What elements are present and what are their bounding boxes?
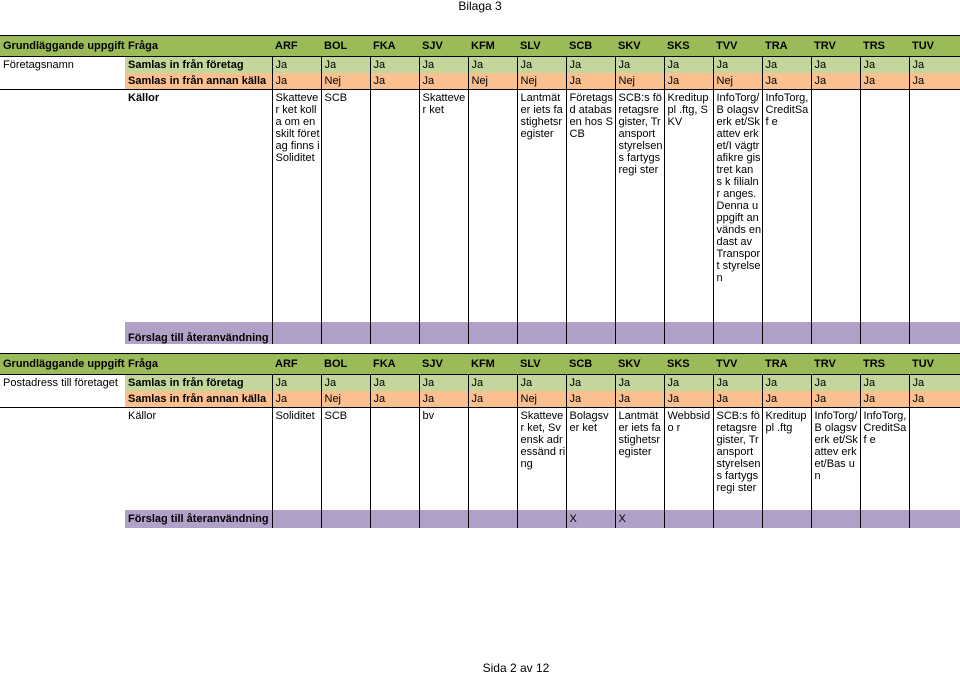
value-cell: Ja — [321, 375, 370, 392]
source-cell: Soliditet — [272, 408, 321, 510]
source-cell — [468, 408, 517, 510]
col-header: TRS — [860, 36, 909, 57]
value-cell: Ja — [272, 73, 321, 90]
value-cell: Ja — [370, 375, 419, 392]
reuse-cell — [517, 510, 566, 528]
value-cell: Nej — [517, 73, 566, 90]
reuse-cell — [419, 510, 468, 528]
col-header: TVV — [713, 36, 762, 57]
source-cell: Bolagsver ket — [566, 408, 615, 510]
col-header: FKA — [370, 354, 419, 375]
value-cell: Ja — [517, 375, 566, 392]
reuse-cell — [664, 322, 713, 344]
reuse-cell: X — [615, 510, 664, 528]
reuse-cell — [664, 510, 713, 528]
row-other-source — [0, 391, 960, 408]
value-cell: Ja — [615, 375, 664, 392]
field-name: Postadress till företaget — [0, 375, 125, 392]
reuse-cell — [321, 510, 370, 528]
source-cell — [811, 90, 860, 322]
source-cell: InfoTorg/B olagsverk et/Skattev erket/Bas un — [811, 408, 860, 510]
reuse-cell — [811, 510, 860, 528]
value-cell: Ja — [664, 375, 713, 392]
reuse-cell: X — [566, 510, 615, 528]
value-cell: Ja — [566, 391, 615, 408]
value-cell: Ja — [762, 391, 811, 408]
col-header: TRA — [762, 36, 811, 57]
source-cell: SCB — [321, 408, 370, 510]
source-cell: Lantmäter iets fastighetsr egister — [517, 90, 566, 322]
col-header: TUV — [909, 354, 960, 375]
source-cell: Skattever ket, Svensk adressänd ring — [517, 408, 566, 510]
value-cell: Ja — [566, 57, 615, 74]
source-cell — [468, 90, 517, 322]
reuse-cell — [468, 510, 517, 528]
reuse-cell — [272, 510, 321, 528]
reuse-cell — [713, 510, 762, 528]
header-label: Grundläggande uppgift — [0, 354, 125, 375]
reuse-cell — [713, 322, 762, 344]
value-cell: Ja — [762, 73, 811, 90]
reuse-cell — [370, 322, 419, 344]
col-header: KFM — [468, 36, 517, 57]
value-cell: Ja — [860, 73, 909, 90]
reuse-cell — [419, 322, 468, 344]
col-header: TRV — [811, 354, 860, 375]
row-company — [0, 57, 960, 74]
source-cell — [909, 90, 960, 322]
value-cell: Nej — [321, 73, 370, 90]
value-cell: Ja — [419, 391, 468, 408]
row-label: Samlas in från företag — [125, 57, 272, 74]
source-cell: InfoTorg, CreditSaf e — [762, 90, 811, 322]
page-header: Bilaga 3 — [458, 0, 502, 13]
value-cell: Ja — [811, 375, 860, 392]
value-cell: Ja — [860, 391, 909, 408]
reuse-cell — [860, 510, 909, 528]
source-cell: InfoTorg/B olagsverk et/Skattev erket/I vägtrafikre gistret kan s k filialnr anges. Denna uppgift används endast av Transport styrelsen — [713, 90, 762, 322]
header-label: Grundläggande uppgift — [0, 36, 125, 57]
value-cell: Ja — [762, 375, 811, 392]
row-company — [0, 375, 960, 392]
source-cell: Skattever ket — [419, 90, 468, 322]
col-header: SJV — [419, 36, 468, 57]
value-cell: Ja — [713, 57, 762, 74]
value-cell: Nej — [321, 391, 370, 408]
col-header: ARF — [272, 36, 321, 57]
value-cell: Ja — [664, 73, 713, 90]
col-header: FKA — [370, 36, 419, 57]
header-question: Fråga — [125, 36, 272, 57]
source-cell — [370, 408, 419, 510]
value-cell: Nej — [468, 73, 517, 90]
value-cell: Ja — [860, 57, 909, 74]
section1-table — [0, 35, 960, 344]
value-cell: Ja — [468, 57, 517, 74]
page-footer: Sida 2 av 12 — [482, 661, 550, 675]
value-cell: Ja — [370, 73, 419, 90]
section2-header-row — [0, 354, 960, 375]
source-cell: InfoTorg, CreditSaf e — [860, 408, 909, 510]
col-header: SKV — [615, 354, 664, 375]
value-cell: Nej — [517, 391, 566, 408]
value-cell: Ja — [811, 73, 860, 90]
source-cell — [860, 90, 909, 322]
value-cell: Ja — [419, 375, 468, 392]
row-label: Samlas in från företag — [125, 375, 272, 392]
source-cell: Företagsd atabasen hos SCB — [566, 90, 615, 322]
row-other-source — [0, 73, 960, 90]
value-cell: Ja — [419, 73, 468, 90]
value-cell: Ja — [566, 73, 615, 90]
col-header: SJV — [419, 354, 468, 375]
source-cell — [909, 408, 960, 510]
row-label: Förslag till återanvändning — [125, 510, 272, 528]
value-cell: Ja — [370, 57, 419, 74]
row-label: Samlas in från annan källa — [125, 391, 272, 408]
row-sources — [0, 90, 960, 322]
value-cell: Ja — [909, 57, 960, 74]
source-cell: SCB:s företagsre gister, Transport styrelsens fartygsregi ster — [615, 90, 664, 322]
source-cell: SCB:s företagsre gister, Transport styrelsens fartygsregi ster — [713, 408, 762, 510]
row-reuse — [0, 510, 960, 528]
value-cell: Ja — [909, 375, 960, 392]
reuse-cell — [615, 322, 664, 344]
value-cell: Ja — [762, 57, 811, 74]
value-cell: Ja — [664, 391, 713, 408]
value-cell: Ja — [566, 375, 615, 392]
reuse-cell — [909, 322, 960, 344]
row-label: Förslag till återanvändning — [125, 322, 272, 344]
reuse-cell — [517, 322, 566, 344]
col-header: SKS — [664, 36, 713, 57]
value-cell: Ja — [811, 57, 860, 74]
value-cell: Ja — [272, 57, 321, 74]
col-header: KFM — [468, 354, 517, 375]
value-cell: Nej — [615, 73, 664, 90]
col-header: BOL — [321, 354, 370, 375]
value-cell: Ja — [272, 391, 321, 408]
value-cell: Ja — [713, 391, 762, 408]
col-header: SCB — [566, 354, 615, 375]
header-question: Fråga — [125, 354, 272, 375]
reuse-cell — [762, 510, 811, 528]
value-cell: Ja — [909, 73, 960, 90]
field-name: Företagsnamn — [0, 57, 125, 74]
col-header: BOL — [321, 36, 370, 57]
source-cell: Skattever ket kolla om enskilt företag finns i Soliditet — [272, 90, 321, 322]
source-cell: SCB — [321, 90, 370, 322]
source-cell: Kredituppl .ftg, SKV — [664, 90, 713, 322]
value-cell: Ja — [615, 57, 664, 74]
value-cell: Ja — [419, 57, 468, 74]
row-label: Samlas in från annan källa — [125, 73, 272, 90]
col-header: SLV — [517, 36, 566, 57]
value-cell: Ja — [713, 375, 762, 392]
col-header: TRA — [762, 354, 811, 375]
row-label: Källor — [125, 408, 272, 510]
reuse-cell — [566, 322, 615, 344]
source-cell: bv — [419, 408, 468, 510]
col-header: TVV — [713, 354, 762, 375]
value-cell: Nej — [713, 73, 762, 90]
col-header: SLV — [517, 354, 566, 375]
col-header: TUV — [909, 36, 960, 57]
source-cell: Lantmäter iets fastighetsr egister — [615, 408, 664, 510]
source-cell — [370, 90, 419, 322]
reuse-cell — [909, 510, 960, 528]
value-cell: Ja — [321, 57, 370, 74]
row-label: Källor — [125, 90, 272, 322]
reuse-cell — [811, 322, 860, 344]
row-sources — [0, 408, 960, 510]
col-header: SKV — [615, 36, 664, 57]
section2-table — [0, 353, 960, 528]
reuse-cell — [370, 510, 419, 528]
reuse-cell — [321, 322, 370, 344]
row-reuse — [0, 322, 960, 344]
reuse-cell — [272, 322, 321, 344]
reuse-cell — [468, 322, 517, 344]
value-cell: Ja — [615, 391, 664, 408]
source-cell: Kredituppl .ftg — [762, 408, 811, 510]
value-cell: Ja — [370, 391, 419, 408]
col-header: TRS — [860, 354, 909, 375]
col-header: SKS — [664, 354, 713, 375]
col-header: ARF — [272, 354, 321, 375]
value-cell: Ja — [517, 57, 566, 74]
col-header: SCB — [566, 36, 615, 57]
value-cell: Ja — [272, 375, 321, 392]
value-cell: Ja — [860, 375, 909, 392]
value-cell: Ja — [468, 391, 517, 408]
col-header: TRV — [811, 36, 860, 57]
value-cell: Ja — [468, 375, 517, 392]
source-cell: Webbsido r — [664, 408, 713, 510]
reuse-cell — [762, 322, 811, 344]
section1-header-row — [0, 36, 960, 57]
value-cell: Ja — [909, 391, 960, 408]
reuse-cell — [860, 322, 909, 344]
value-cell: Ja — [664, 57, 713, 74]
value-cell: Ja — [811, 391, 860, 408]
